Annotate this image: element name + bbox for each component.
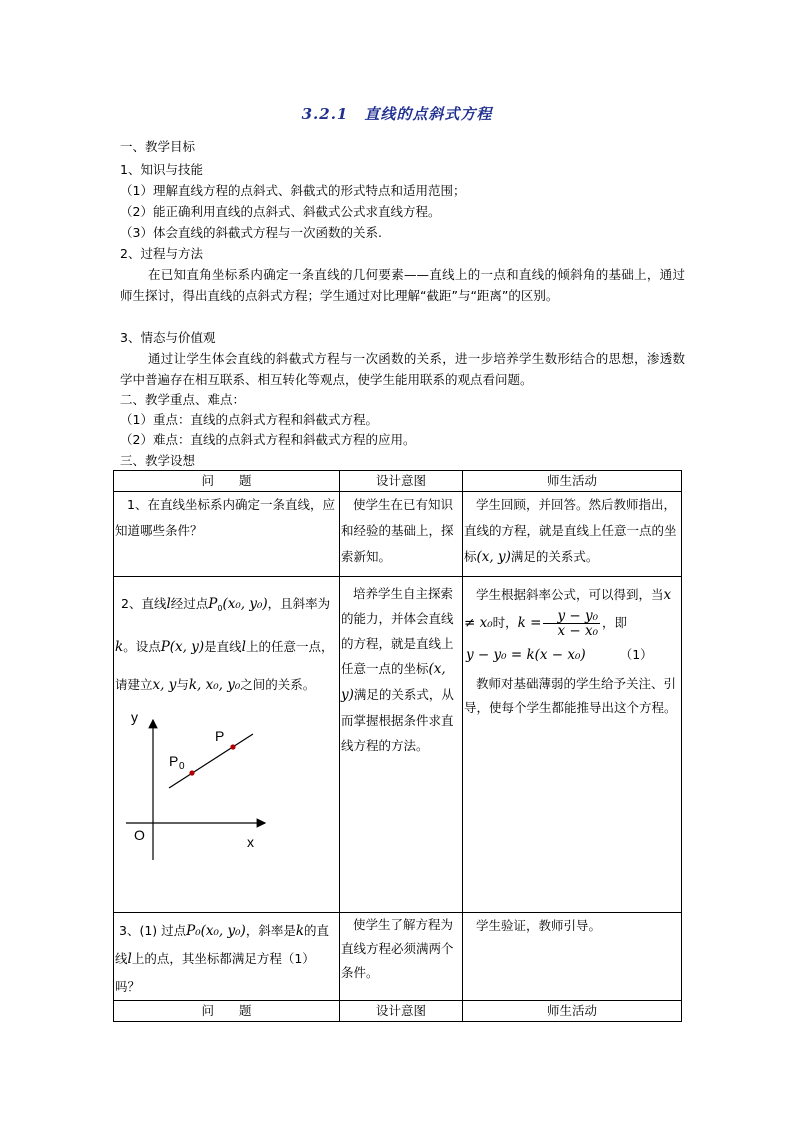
row1-intent: 使学生在已有知识和经验的基础上，探索新知。	[340, 492, 463, 577]
heading-knowledge-skills: 1、知识与技能	[120, 162, 203, 177]
table-header-row	[114, 471, 682, 492]
row3-q-b: ，斜率是	[245, 923, 296, 938]
row2-q-e: 是直线	[204, 639, 242, 654]
coordinate-diagram	[123, 710, 283, 870]
row2-act-b: 时，	[492, 615, 518, 630]
row2-q-kxy: k, x₀, y₀	[188, 677, 241, 693]
header-question: 问 题	[114, 471, 340, 492]
row2-q-p: P(x, y)	[160, 639, 205, 655]
objective-item-2: （2）能正确利用直线的点斜式、斜截式公式求直线方程。	[120, 204, 441, 219]
row3-q-l: l	[127, 951, 132, 967]
section-key-points: 二、教学重点、难点：	[120, 392, 246, 407]
row1-activity-xy: (x, y)	[476, 549, 511, 565]
teaching-design-table	[113, 470, 682, 1022]
row2-q-a: 2、直线	[121, 596, 167, 611]
row2-intent-b: 满足的关系式，从而掌握根据条件求直线方程的方法。	[341, 687, 454, 753]
row2-q-p0-coord: (x₀, y₀)	[222, 596, 268, 612]
row2-q-d: 。设点	[123, 639, 161, 654]
point-p0-subscript: 0	[179, 761, 185, 772]
row2-act-c: ，即	[602, 615, 628, 630]
row1-activity-text-a: 学生回顾，并回答。然后教师指出，直线的方程，就是直线上任意一点的坐标	[464, 497, 677, 564]
objective-item-1: （1）理解直线方程的点斜式、斜截式的形式特点和适用范围；	[120, 183, 466, 198]
row2-activity	[463, 577, 682, 913]
footer-header-activity: 师生活动	[463, 1001, 682, 1022]
row2-intent-xy: (x, y)	[341, 661, 446, 703]
row2-q-xy: x, y	[152, 677, 177, 693]
row3-q-c: 的直线	[115, 923, 330, 966]
origin-label: O	[134, 827, 145, 843]
row2-q-b: 经过点	[170, 596, 209, 611]
difficulty-item: （2）难点：直线的点斜式方程和斜截式方程的应用。	[120, 432, 416, 447]
row1-activity	[463, 492, 682, 577]
row2-intent	[340, 577, 463, 913]
row2-q-l: l	[166, 596, 171, 612]
row2-act-cond: x ≠ x₀	[464, 587, 672, 631]
table-footer-header-row	[114, 1001, 682, 1022]
x-axis-label: x	[247, 834, 254, 850]
values-paragraph: 通过让学生体会直线的斜截式方程与一次函数的关系，进一步培养学生数形结合的思想，渗透数学中普遍存在相互联系、相互转化等观点，使学生能用联系的观点看问题。	[120, 351, 685, 387]
point-slope-equation: y − y₀ = k(x − x₀)	[466, 647, 586, 663]
section-objectives: 一、教学目标	[120, 139, 196, 154]
row2-q-h: 之间的关系。	[240, 677, 316, 692]
row3-q-a: 3、(1) 过点	[119, 923, 187, 938]
key-point-item: （1）重点：直线的点斜式方程和斜截式方程。	[120, 412, 378, 427]
page-title: 3.2.1 直线的点斜式方程	[301, 105, 493, 123]
row3-q-p0: P₀(x₀, y₀)	[186, 923, 246, 939]
objective-item-3: （3）体会直线的斜截式方程与一次函数的关系.	[120, 225, 382, 240]
row2-q-p0-sub: 0	[217, 604, 223, 613]
row3-question	[114, 913, 340, 1001]
row2-act-a: 学生根据斜率公式，可以得到，当	[476, 587, 664, 602]
row2-act-k: k =	[517, 615, 542, 631]
row2-q-c: ，且斜率为	[267, 596, 331, 611]
slope-fraction	[543, 609, 600, 638]
y-axis-label: y	[131, 710, 138, 725]
table-row	[114, 913, 682, 1001]
table-row	[114, 492, 682, 577]
process-method-paragraph: 在已知直角坐标系内确定一条直线的几何要素——直线上的一点和直线的倾斜角的基础上，通过师生探讨，得出直线的点斜式方程；学生通过对比理解“截距”与“距离”的区别。	[120, 267, 685, 303]
row2-q-p0: P	[208, 596, 218, 612]
point-p-label: P	[215, 728, 225, 744]
footer-header-question: 问 题	[114, 1001, 340, 1022]
row2-q-l2: l	[241, 639, 246, 655]
heading-process-method: 2、过程与方法	[120, 246, 203, 261]
row2-question	[114, 577, 340, 913]
heading-values: 3、情态与价值观	[120, 330, 216, 345]
footer-header-intent: 设计意图	[340, 1001, 463, 1022]
section-teaching-design: 三、教学设想	[120, 453, 196, 468]
table-row	[114, 577, 682, 913]
header-activity: 师生活动	[463, 471, 682, 492]
row1-activity-text-b: 满足的关系式。	[510, 549, 599, 564]
slope-numerator: y − y₀	[543, 609, 600, 624]
row1-question: 1、在直线坐标系内确定一条直线，应知道哪些条件？	[114, 492, 340, 577]
row3-q-k: k	[295, 923, 305, 939]
equation-label: （1）	[619, 647, 653, 662]
row2-act-d: 教师对基础薄弱的学生给予关注、引导，使每个学生都能推导出这个方程。	[464, 676, 677, 715]
row2-q-g: 与	[176, 677, 189, 692]
point-p0-label: P	[169, 753, 179, 769]
row2-intent-a: 培养学生自主探索的能力，并体会直线的方程，就是直线上任意一点的坐标	[341, 586, 454, 676]
point-p0	[189, 770, 194, 775]
header-intent: 设计意图	[340, 471, 463, 492]
row2-q-f: 上的任意一点，请建立	[115, 639, 334, 692]
row3-activity: 学生验证，教师引导。	[463, 913, 682, 1001]
row2-q-k: k	[115, 639, 124, 655]
row3-q-d: 上的点，其坐标都满足方程（1）吗？	[115, 951, 315, 994]
slope-denominator: x − x₀	[557, 623, 598, 639]
point-p	[230, 744, 235, 749]
row3-intent: 使学生了解方程为直线方程必须满两个条件。	[340, 913, 463, 1001]
